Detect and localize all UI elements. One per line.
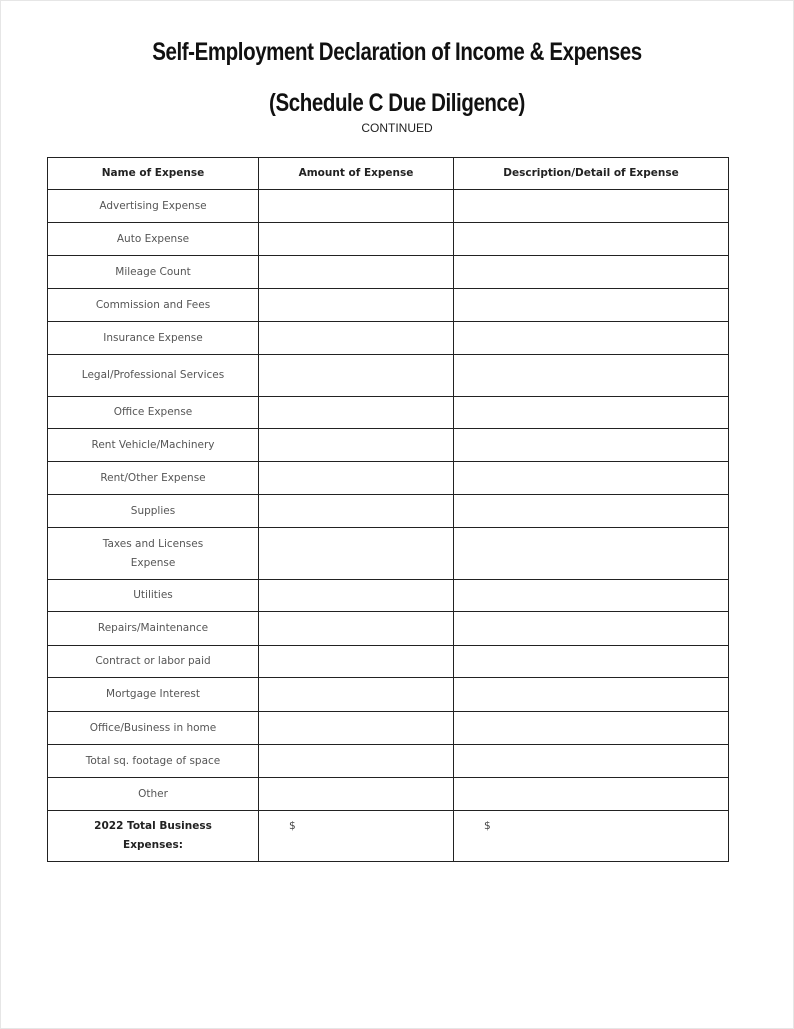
expense-amount-cell[interactable] (259, 778, 454, 811)
expense-description-cell[interactable] (454, 190, 729, 223)
table-row (48, 528, 729, 580)
expense-amount-cell[interactable] (259, 397, 454, 429)
expense-description-cell[interactable] (454, 646, 729, 678)
expense-description-cell[interactable] (454, 223, 729, 256)
expense-name-cell: Auto Expense (48, 223, 259, 256)
expense-name-cell: Other (48, 778, 259, 811)
expense-amount-cell[interactable] (259, 712, 454, 745)
expense-table (47, 157, 729, 862)
column-header-description: Description/Detail of Expense (454, 158, 729, 190)
page-title: Self-Employment Declaration of Income & Expenses (152, 38, 642, 66)
total-description-field[interactable]: $ (454, 811, 729, 862)
expense-amount-cell[interactable] (259, 462, 454, 495)
expense-amount-cell[interactable] (259, 580, 454, 612)
expense-amount-cell[interactable] (259, 322, 454, 355)
expense-name-cell: Office/Business in home (48, 712, 259, 745)
expense-name-cell: Mortgage Interest (48, 678, 259, 712)
page-subtitle: (Schedule C Due Diligence) (269, 89, 525, 117)
expense-amount-cell[interactable] (259, 745, 454, 778)
expense-amount-cell[interactable] (259, 223, 454, 256)
table-row (48, 646, 729, 678)
table-row (48, 778, 729, 811)
table-row (48, 612, 729, 646)
expense-amount-cell[interactable] (259, 495, 454, 528)
table-row (48, 256, 729, 289)
expense-description-cell[interactable] (454, 256, 729, 289)
expense-amount-cell[interactable] (259, 678, 454, 712)
table-header-row (48, 158, 729, 190)
expense-amount-cell[interactable] (259, 612, 454, 646)
total-row (48, 811, 729, 862)
column-header-name: Name of Expense (48, 158, 259, 190)
expense-name-cell: Total sq. footage of space (48, 745, 259, 778)
expense-description-cell[interactable] (454, 528, 729, 580)
table-row (48, 745, 729, 778)
table-row (48, 580, 729, 612)
expense-description-cell[interactable] (454, 778, 729, 811)
expense-name-cell: Legal/Professional Services (48, 355, 259, 397)
expense-description-cell[interactable] (454, 712, 729, 745)
expense-description-cell[interactable] (454, 745, 729, 778)
expense-name-cell: Rent/Other Expense (48, 462, 259, 495)
expense-amount-cell[interactable] (259, 289, 454, 322)
expense-description-cell[interactable] (454, 355, 729, 397)
expense-amount-cell[interactable] (259, 190, 454, 223)
expense-description-cell[interactable] (454, 289, 729, 322)
expense-name-cell: Insurance Expense (48, 322, 259, 355)
expense-description-cell[interactable] (454, 462, 729, 495)
table-row (48, 397, 729, 429)
expense-name-cell: Repairs/Maintenance (48, 612, 259, 646)
table-row (48, 495, 729, 528)
table-row (48, 462, 729, 495)
expense-description-cell[interactable] (454, 678, 729, 712)
total-amount-field[interactable]: $ (259, 811, 454, 862)
expense-description-cell[interactable] (454, 322, 729, 355)
expense-amount-cell[interactable] (259, 256, 454, 289)
table-row (48, 322, 729, 355)
table-row (48, 429, 729, 462)
table-row (48, 712, 729, 745)
expense-amount-cell[interactable] (259, 429, 454, 462)
table-row (48, 678, 729, 712)
expense-description-cell[interactable] (454, 397, 729, 429)
expense-description-cell[interactable] (454, 580, 729, 612)
table-row (48, 355, 729, 397)
expense-name-cell: Utilities (48, 580, 259, 612)
expense-name-cell: Rent Vehicle/Machinery (48, 429, 259, 462)
expense-name-cell: Mileage Count (48, 256, 259, 289)
expense-description-cell[interactable] (454, 612, 729, 646)
continued-label: CONTINUED (361, 121, 433, 135)
expense-amount-cell[interactable] (259, 355, 454, 397)
column-header-amount: Amount of Expense (259, 158, 454, 190)
expense-name-cell: Contract or labor paid (48, 646, 259, 678)
expense-name-cell: Office Expense (48, 397, 259, 429)
table-row (48, 289, 729, 322)
expense-amount-cell[interactable] (259, 528, 454, 580)
expense-name-cell: Advertising Expense (48, 190, 259, 223)
expense-name-cell: Commission and Fees (48, 289, 259, 322)
expense-name-cell: Taxes and Licenses Expense (48, 528, 259, 580)
expense-amount-cell[interactable] (259, 646, 454, 678)
expense-name-cell: Supplies (48, 495, 259, 528)
table-row (48, 190, 729, 223)
table-row (48, 223, 729, 256)
expense-description-cell[interactable] (454, 429, 729, 462)
total-label: 2022 Total Business Expenses: (48, 811, 259, 862)
expense-description-cell[interactable] (454, 495, 729, 528)
